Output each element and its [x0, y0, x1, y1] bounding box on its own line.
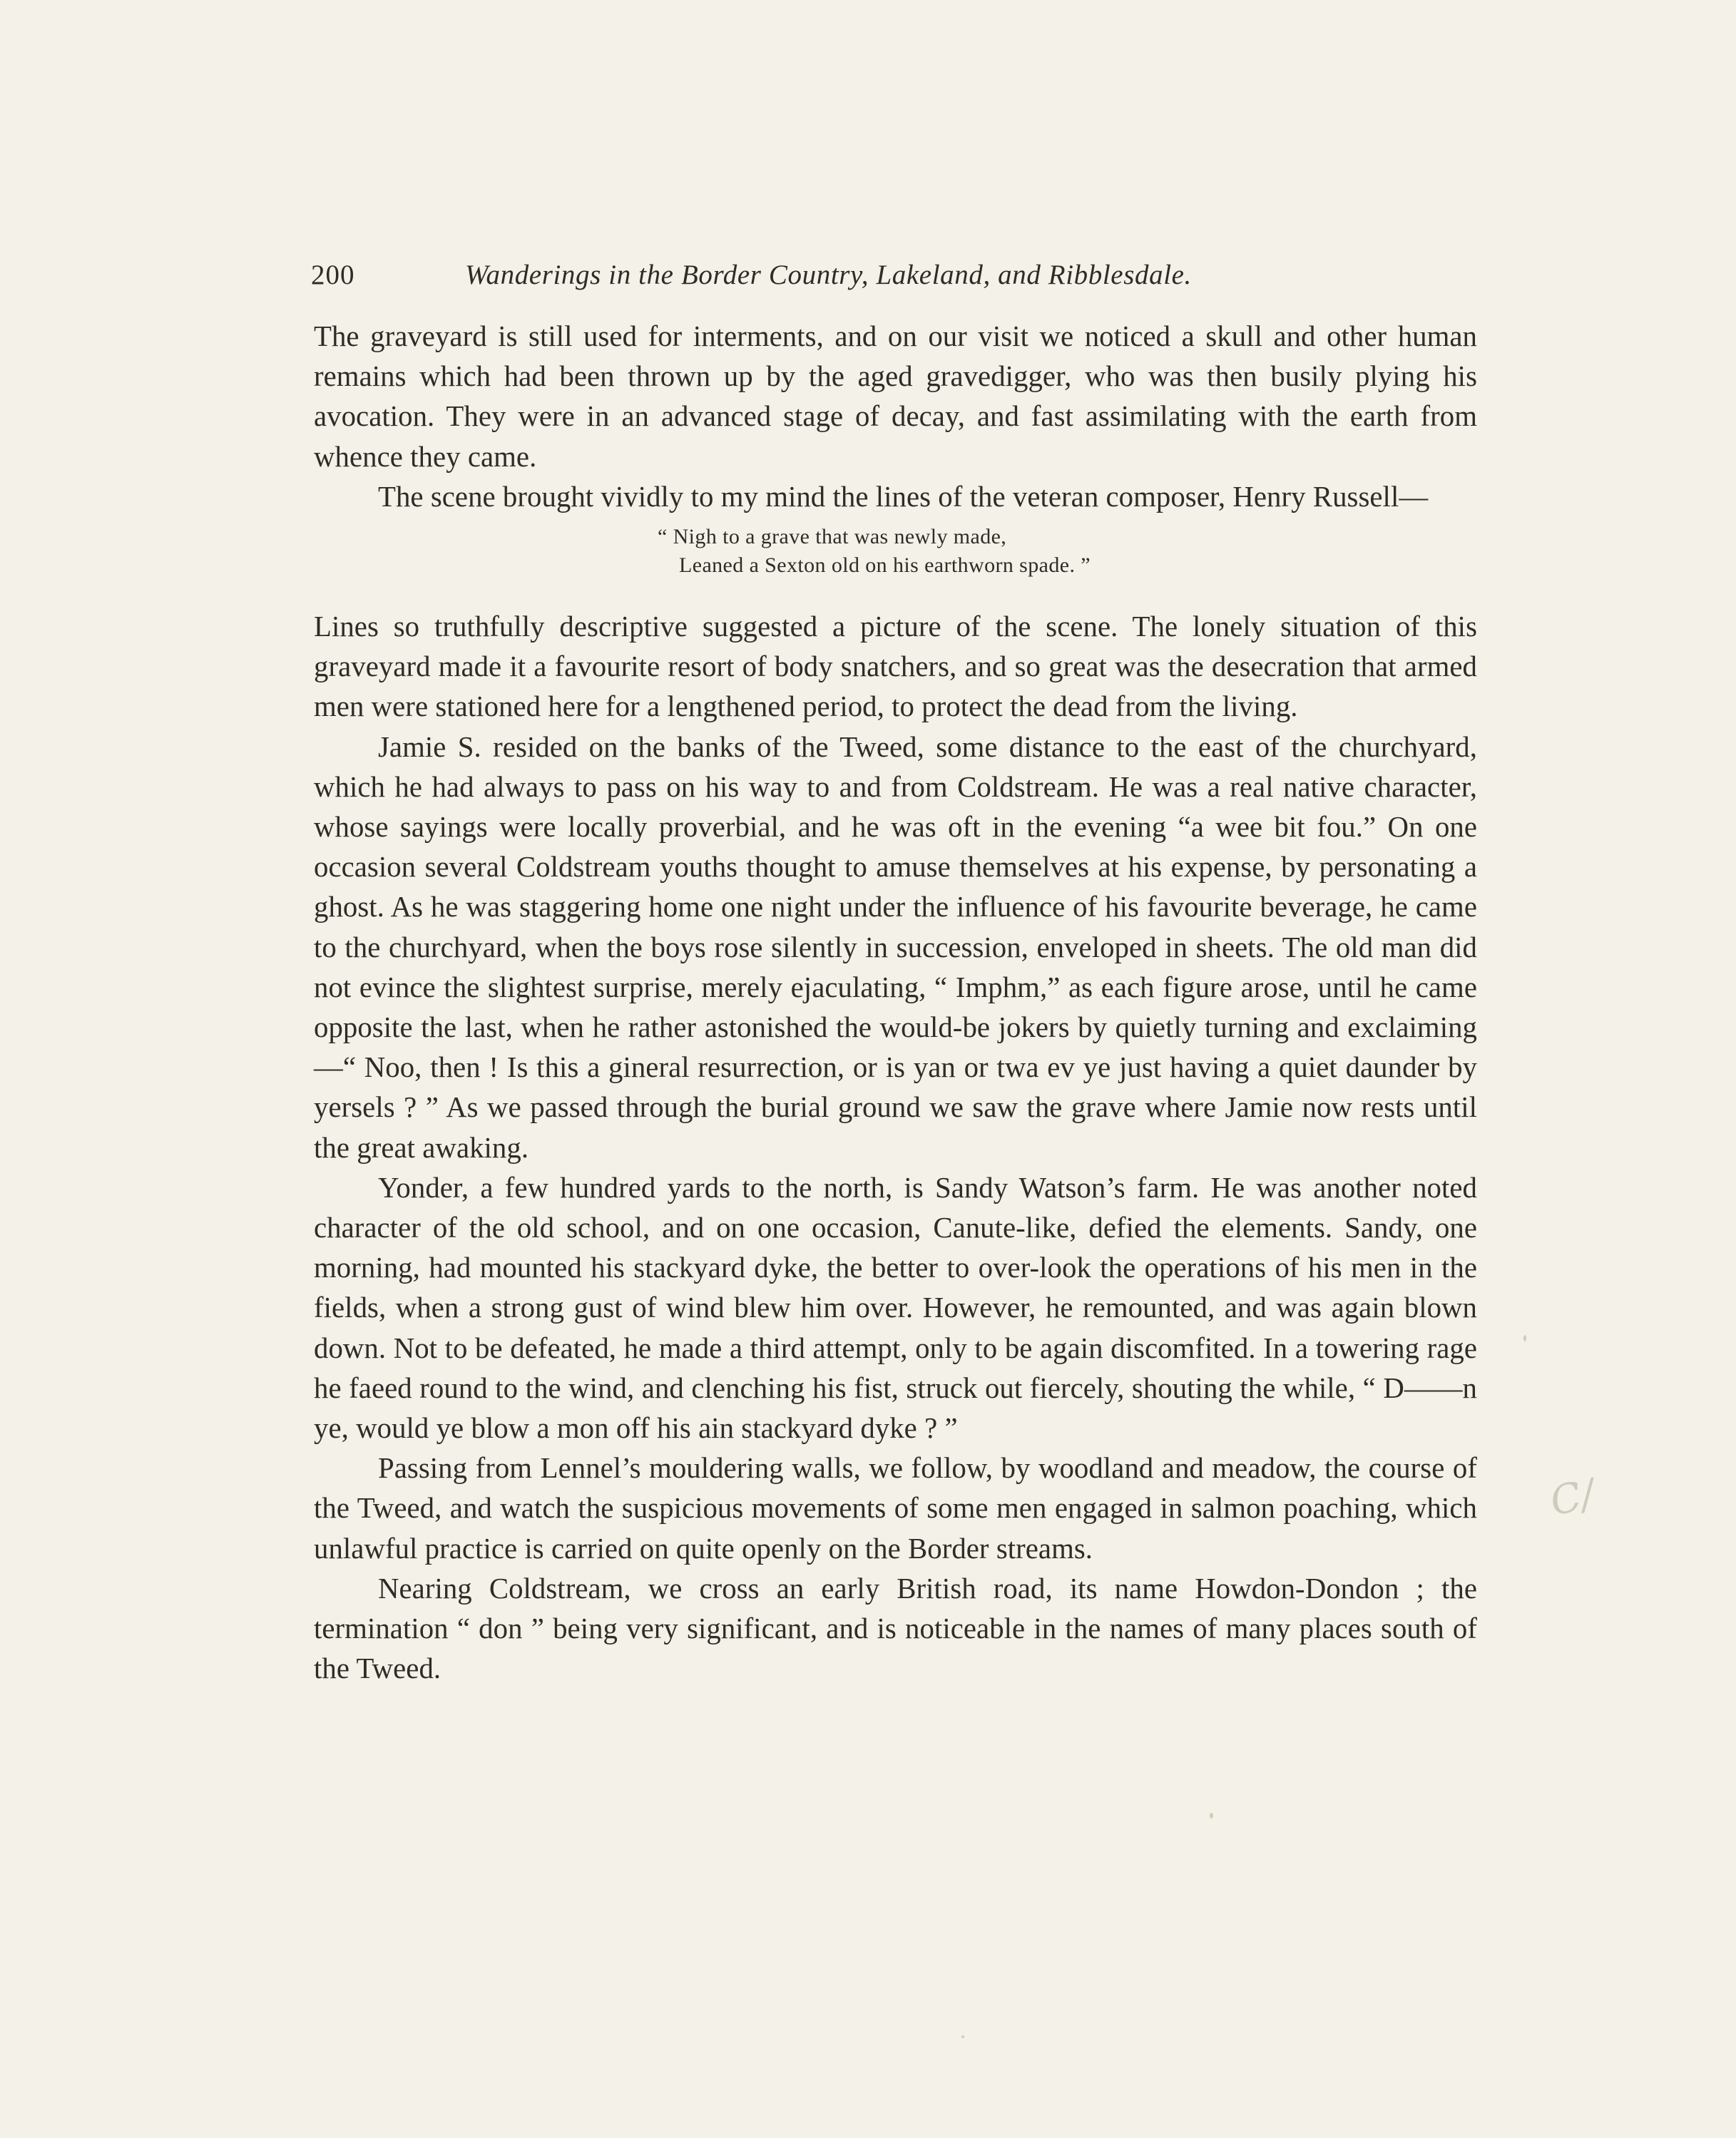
paper-speck: [1523, 1335, 1526, 1341]
margin-pencil-mark: C/: [1546, 1470, 1599, 1525]
paragraph-sandy: Yonder, a few hundred yards to the north, is Sandy Watson’s farm. He was another noted character of the old school, and on one occasion, Canute-like, defied the elements. Sandy, one morning, had mounted his stackyard dyke, the better to over-look the operations of his men in the fields, when a strong gust of wind blew him over. However, he remounted, and was again blown down. Not to be defeated, he made a third attempt, only to be again discomfited. In a towering rage he faeed round to the wind, and clenching his fist, struck out fiercely, shouting the while, “ D——n ye, would ye blow a mon off his ain stackyard dyke ? ”: [314, 1171, 1477, 1445]
page-number: 200: [311, 260, 355, 290]
verse-line: “ Nigh to a grave that was newly made,: [658, 525, 1007, 549]
paragraph-scene: The scene brought vividly to my mind the lines of the veteran composer, Henry Russell—: [378, 480, 1429, 513]
verse-line: Leaned a Sexton old on his earthworn spade. ”: [679, 553, 1091, 578]
body-text: [314, 317, 1477, 1689]
paragraph-lines: Lines so truthfully descriptive suggested a picture of the scene. The lonely situation of this graveyard made it a favourite resort of body snatchers, and so great was the desecration that armed men were stationed here for a lengthened period, to protect the dead from the living.: [314, 610, 1477, 723]
paragraph-coldstream: Nearing Coldstream, we cross an early British road, its name Howdon-Dondon ; the termination “ don ” being very significant, and is noticeable in the names of many places south of the Tweed.: [314, 1572, 1477, 1685]
paragraph-jamie: Jamie S. resided on the banks of the Tweed, some distance to the east of the churchyard, which he had always to pass on his way to and from Coldstream. He was a real native character, whose sayings were locally proverbial, and he was oft in the evening “a wee bit fou.” On one occasion several Coldstream youths thought to amuse themselves at his expense, by personating a ghost. As he was staggering home one night under the influence of his favourite beverage, he came to the churchyard, when the boys rose silently in succession, enveloped in sheets. The old man did not evince the slightest surprise, merely ejaculating, “ Imphm,” as each figure arose, until he came opposite the last, when he rather astonished the would-be jokers by quietly turning and exclaiming—“ Noo, then ! Is this a gineral resurrection, or is yan or twa ev ye just having a quiet daunder by yersels ? ” As we passed through the burial ground we saw the grave where Jamie now rests until the great awaking.: [314, 730, 1477, 1164]
book-title: Wanderings in the Border Country, Lakeland, and Ribblesdale.: [465, 260, 1192, 290]
paragraph-lennel: Passing from Lennel’s mouldering walls, we follow, by woodland and meadow, the course of the Tweed, and watch the suspicious movements of some men engaged in salmon poaching, which unlawful practice is carried on quite openly on the Border streams.: [314, 1452, 1477, 1565]
paper-speck: [961, 2035, 964, 2038]
verse-quotation: [314, 523, 1477, 580]
paper-speck: [1210, 1813, 1213, 1819]
running-header: [311, 254, 1327, 297]
paragraph-graveyard: The graveyard is still used for interments, and on our visit we noticed a skull and other human remains which had been thrown up by the aged gravedigger, who was then busily plying his avocation. They were in an advanced stage of decay, and fast assimilating with the earth from whence they came.: [314, 320, 1477, 473]
